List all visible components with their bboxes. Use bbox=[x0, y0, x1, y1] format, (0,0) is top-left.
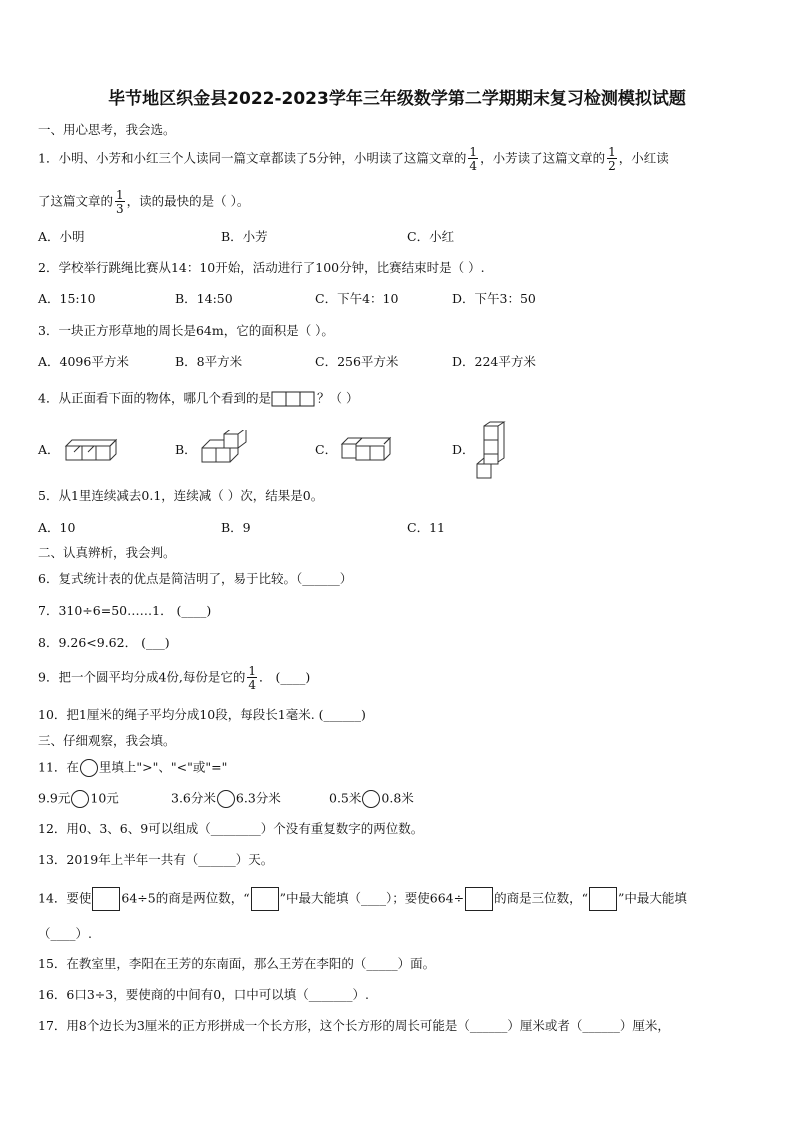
question-1-text-c: ，小红读 bbox=[618, 150, 669, 166]
numerator: 1 bbox=[469, 145, 478, 159]
fraction-one-half bbox=[607, 146, 617, 172]
question-11-item-2 bbox=[171, 790, 281, 808]
question-1-line-2 bbox=[38, 189, 249, 215]
question-7-text: 7．310÷6=50……1． (____) bbox=[38, 603, 212, 618]
item-right: 10元 bbox=[90, 790, 119, 806]
question-14-text-b: 64÷5的商是两位数，“ bbox=[121, 890, 250, 906]
denominator: 4 bbox=[248, 678, 257, 692]
cube-figure-b-icon bbox=[198, 430, 254, 466]
question-2-option-c[interactable]: C．下午4：10 bbox=[315, 291, 399, 306]
question-5-option-b[interactable]: B．9 bbox=[221, 520, 251, 535]
fraction-one-third bbox=[115, 189, 125, 215]
question-1-text-d: 了这篇文章的 bbox=[38, 193, 114, 209]
question-11-text-a: 11．在 bbox=[38, 759, 79, 775]
question-1-text-a: 1．小明、小芳和小红三个人读同一篇文章都读了5分钟，小明读了这篇文章的 bbox=[38, 150, 467, 166]
question-3-option-b[interactable]: B．8平方米 bbox=[175, 354, 243, 369]
question-1-option-c[interactable]: C．小红 bbox=[407, 229, 455, 244]
answer-box[interactable] bbox=[589, 887, 617, 911]
question-6-text: 6．复式统计表的优点是简洁明了，易于比较。（______） bbox=[38, 571, 353, 586]
question-4-line bbox=[38, 391, 358, 407]
question-4-option-c[interactable]: C． bbox=[315, 442, 338, 457]
question-16-text: 16．6口3÷3，要使商的中间有0，口中可以填（_______）. bbox=[38, 987, 369, 1002]
question-4-option-b[interactable]: B． bbox=[175, 442, 197, 457]
fraction-one-quarter bbox=[468, 146, 478, 172]
question-11-text-b: 里填上">"、"<"或"=" bbox=[98, 759, 228, 775]
question-2-option-b[interactable]: B．14:50 bbox=[175, 291, 233, 306]
question-1-text-e: ，读的最快的是（ ）。 bbox=[126, 193, 250, 209]
question-14-text-e: ”中最大能填 bbox=[618, 890, 687, 906]
cube-figure-d-icon bbox=[474, 420, 508, 482]
question-11-text bbox=[38, 759, 227, 777]
fraction-one-quarter bbox=[247, 665, 257, 691]
numerator: 1 bbox=[116, 188, 124, 202]
question-8-text: 8．9.26<9.62． (___) bbox=[38, 635, 170, 650]
question-14-text-d: 的商是三位数，“ bbox=[494, 890, 589, 906]
question-3-option-c[interactable]: C．256平方米 bbox=[315, 354, 399, 369]
item-left: 9.9元 bbox=[38, 790, 71, 806]
answer-circle[interactable] bbox=[71, 790, 89, 808]
question-14-text-c: ”中最大能填（____）；要使664÷ bbox=[279, 890, 465, 906]
question-3-option-d[interactable]: D．224平方米 bbox=[452, 354, 536, 369]
question-11-item-1 bbox=[38, 790, 119, 808]
question-5-option-c[interactable]: C．11 bbox=[407, 520, 445, 535]
answer-box[interactable] bbox=[92, 887, 120, 911]
question-11-item-3 bbox=[329, 790, 414, 808]
three-squares-view-icon bbox=[271, 391, 317, 407]
question-9-text-a: 9．把一个圆平均分成4份,每份是它的 bbox=[38, 669, 246, 685]
question-17-text: 17．用8个边长为3厘米的正方形拼成一个长方形，这个长方形的周长可能是（______）厘米或者（______）厘米， bbox=[38, 1018, 670, 1033]
answer-box[interactable] bbox=[465, 887, 493, 911]
question-12-text: 12．用0、3、6、9可以组成（________）个没有重复数字的两位数。 bbox=[38, 821, 424, 836]
numerator: 1 bbox=[608, 145, 616, 159]
question-4-option-a[interactable]: A． bbox=[38, 442, 60, 457]
cube-figure-c-icon bbox=[338, 434, 394, 468]
question-1-option-a[interactable]: A．小明 bbox=[38, 229, 85, 244]
question-5-option-a[interactable]: A．10 bbox=[38, 520, 76, 535]
question-3-option-a[interactable]: A．4096平方米 bbox=[38, 354, 129, 369]
question-10-text: 10．把1厘米的绳子平均分成10段，每段长1毫米. (______) bbox=[38, 707, 366, 722]
question-3-text: 3．一块正方形草地的周长是64m，它的面积是（ ）。 bbox=[38, 323, 334, 338]
question-2-option-a[interactable]: A．15:10 bbox=[38, 291, 96, 306]
answer-circle[interactable] bbox=[217, 790, 235, 808]
denominator: 2 bbox=[608, 159, 616, 173]
section-heading-1: 一、用心思考，我会选。 bbox=[38, 122, 176, 137]
question-4-text-a: 4．从正面看下面的物体，哪几个看到的是 bbox=[38, 390, 271, 406]
question-2-option-d[interactable]: D．下午3：50 bbox=[452, 291, 536, 306]
item-right: 0.8米 bbox=[381, 790, 414, 806]
question-14-line-2: （____）. bbox=[38, 926, 92, 941]
question-14-line-1 bbox=[38, 887, 687, 911]
question-15-text: 15．在教室里，李阳在王芳的东南面，那么王芳在李阳的（_____）面。 bbox=[38, 956, 436, 971]
comparison-circle-icon bbox=[80, 759, 98, 777]
question-9-text-b: ． (____) bbox=[259, 669, 311, 685]
page-title: 毕节地区织金县2022-2023学年三年级数学第二学期期末复习检测模拟试题 bbox=[108, 89, 686, 109]
question-9-line bbox=[38, 665, 310, 691]
denominator: 3 bbox=[116, 202, 124, 216]
question-1-line-1 bbox=[38, 146, 669, 172]
cube-figure-a-icon bbox=[62, 434, 124, 466]
question-1-text-b: ，小芳读了这篇文章的 bbox=[480, 150, 606, 166]
question-4-text-b: ？（ ） bbox=[316, 390, 359, 406]
item-left: 0.5米 bbox=[329, 790, 362, 806]
item-left: 3.6分米 bbox=[171, 790, 216, 806]
question-4-option-d[interactable]: D． bbox=[452, 442, 475, 457]
question-2-text: 2．学校举行跳绳比赛从14：10开始，活动进行了100分钟，比赛结束时是（ ）. bbox=[38, 260, 485, 275]
section-heading-3: 三、仔细观察，我会填。 bbox=[38, 733, 176, 748]
section-heading-2: 二、认真辨析，我会判。 bbox=[38, 545, 176, 560]
item-right: 6.3分米 bbox=[235, 790, 281, 806]
denominator: 4 bbox=[469, 159, 478, 173]
numerator: 1 bbox=[248, 664, 257, 678]
question-1-option-b[interactable]: B．小芳 bbox=[221, 229, 268, 244]
question-5-text: 5．从1里连续减去0.1，连续减（ ）次，结果是0。 bbox=[38, 488, 324, 503]
question-14-text-a: 14．要使 bbox=[38, 890, 92, 906]
answer-circle[interactable] bbox=[362, 790, 380, 808]
answer-box[interactable] bbox=[251, 887, 279, 911]
question-13-text: 13．2019年上半年一共有（______）天。 bbox=[38, 852, 274, 867]
